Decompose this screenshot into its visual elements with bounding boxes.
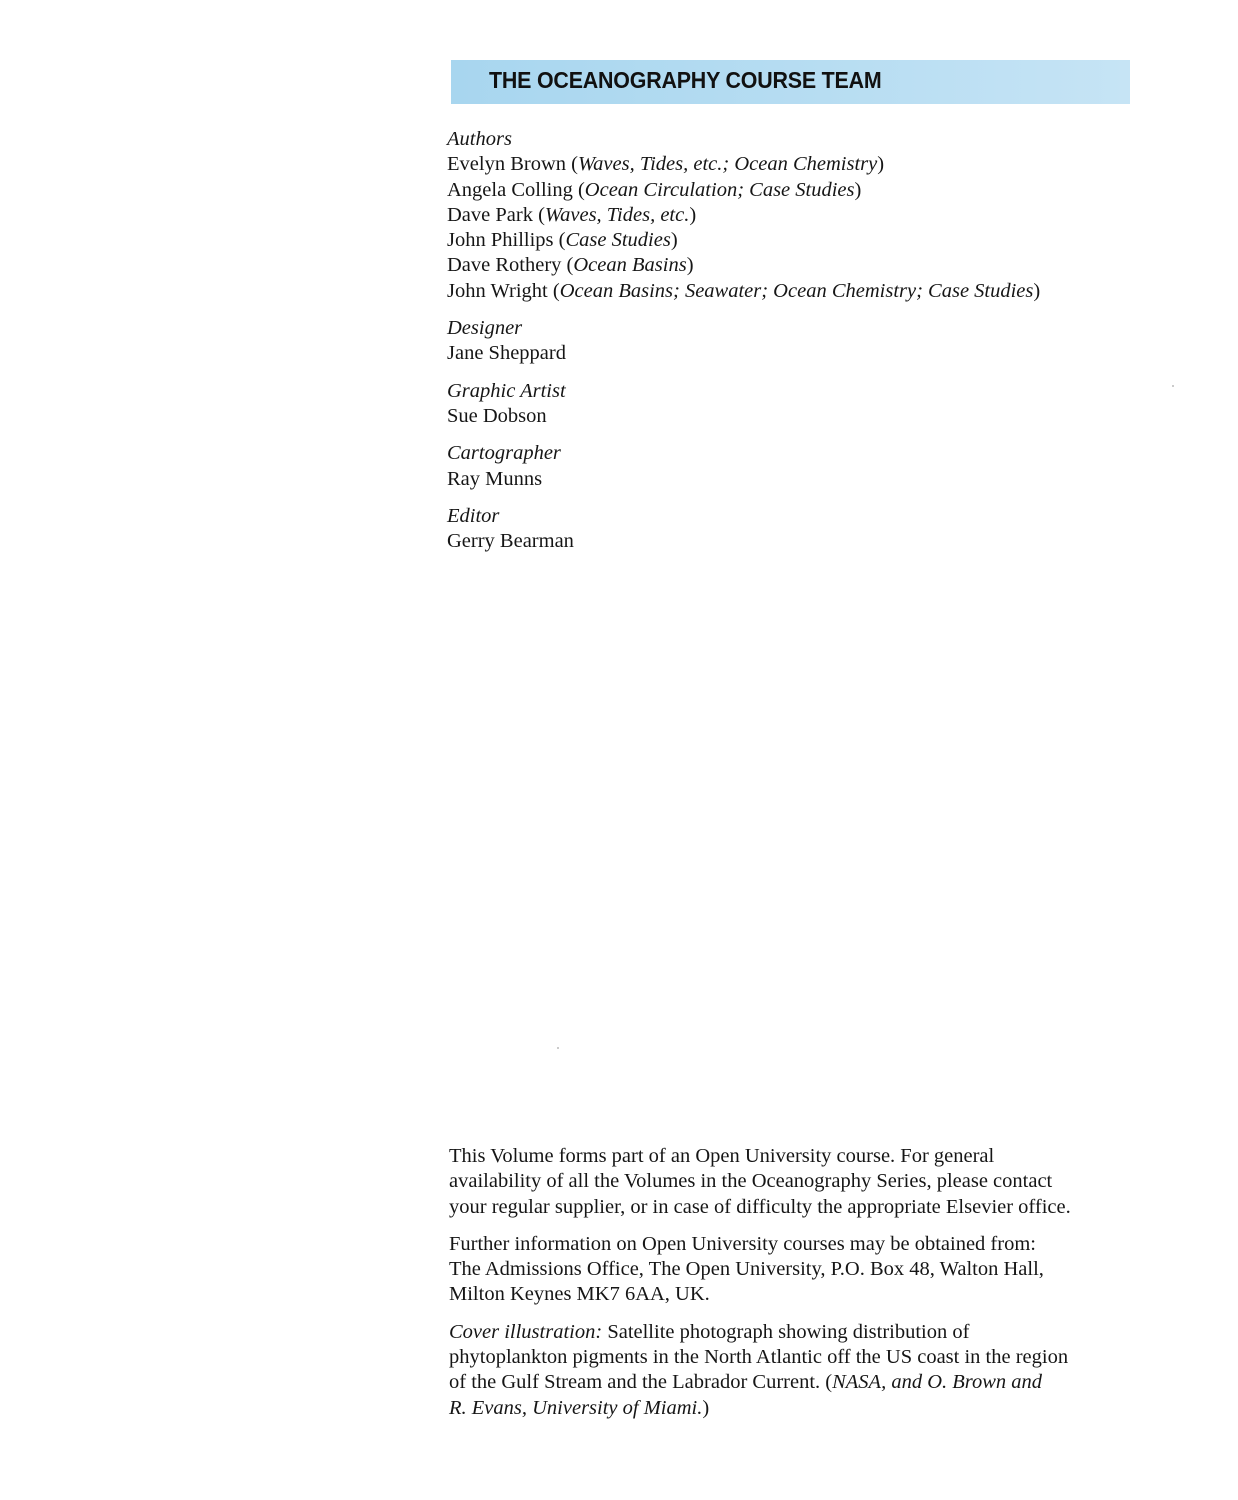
designer-section	[447, 316, 1147, 367]
further-info-line: The Admissions Office, The Open University, P.O. Box 48, Walton Hall,	[449, 1258, 1044, 1281]
cover-line: of the Gulf Stream and the Labrador Current. (NASA, and O. Brown and	[449, 1371, 1043, 1394]
further-info-line: Further information on Open University courses may be obtained from:	[449, 1232, 1036, 1255]
graphic-artist-section	[447, 379, 1147, 430]
availability-line: availability of all the Volumes in the Oceanography Series, please contact	[449, 1170, 1053, 1193]
availability-line: your regular supplier, or in case of difficulty the appropriate Elsevier office.	[449, 1195, 1071, 1218]
page-title: THE OCEANOGRAPHY COURSE TEAM	[489, 67, 882, 93]
editor-name: Gerry Bearman	[447, 530, 574, 553]
graphic-artist-name: Sue Dobson	[447, 404, 547, 427]
author-name: John Phillips	[447, 229, 554, 252]
cover-credit: R. Evans, University of Miami.	[449, 1396, 703, 1419]
publication-notes	[449, 1144, 1139, 1433]
designer-name: Jane Sheppard	[447, 342, 566, 365]
author-works: Waves, Tides, etc.; Ocean Chemistry	[577, 153, 878, 176]
author-name: John Wright	[447, 279, 548, 302]
author-entry: Angela Colling (Ocean Circulation; Case Studies)	[447, 178, 862, 201]
cover-line: R. Evans, University of Miami.)	[449, 1396, 710, 1419]
author-name: Evelyn Brown	[447, 153, 566, 176]
cover-illustration-paragraph	[449, 1320, 1139, 1421]
further-info-paragraph	[449, 1232, 1139, 1308]
graphic-artist-role-label: Graphic Artist	[447, 379, 566, 402]
author-entry: Dave Park (Waves, Tides, etc.)	[447, 203, 697, 226]
credits-list	[447, 127, 1147, 566]
author-works: Case Studies	[565, 229, 671, 252]
editor-section	[447, 504, 1147, 555]
author-entry: John Wright (Ocean Basins; Seawater; Ocean Chemistry; Case Studies)	[447, 279, 1041, 302]
author-name: Dave Rothery	[447, 254, 562, 277]
cover-credit: NASA, and O. Brown and	[832, 1371, 1043, 1394]
cartographer-name: Ray Munns	[447, 467, 543, 490]
editor-role-label: Editor	[447, 504, 500, 527]
author-name: Dave Park	[447, 203, 533, 226]
author-works: Ocean Basins	[573, 254, 687, 277]
cover-text: Satellite photograph showing distribution of	[607, 1320, 970, 1343]
cover-label: Cover illustration:	[449, 1320, 603, 1343]
author-works: Ocean Circulation; Case Studies	[584, 178, 855, 201]
author-name: Angela Colling	[447, 178, 573, 201]
author-works: Ocean Basins; Seawater; Ocean Chemistry; Case Studies	[559, 279, 1034, 302]
cover-text: of the Gulf Stream and the Labrador Current.	[449, 1371, 821, 1394]
authors-section	[447, 127, 1147, 304]
cover-line	[449, 1320, 1139, 1345]
author-works: Waves, Tides, etc.	[544, 203, 690, 226]
author-entry: Dave Rothery (Ocean Basins)	[447, 254, 694, 277]
availability-line: This Volume forms part of an Open University course. For general	[449, 1145, 995, 1167]
availability-paragraph	[449, 1144, 1139, 1220]
cover-line: phytoplankton pigments in the North Atlantic off the US coast in the region	[449, 1346, 1069, 1369]
further-info-line: Milton Keynes MK7 6AA, UK.	[449, 1283, 710, 1306]
designer-role-label: Designer	[447, 317, 523, 340]
author-entry: John Phillips (Case Studies)	[447, 229, 678, 252]
authors-role-label: Authors	[447, 128, 512, 150]
author-entry: Evelyn Brown (Waves, Tides, etc.; Ocean Chemistry)	[447, 153, 885, 176]
cartographer-role-label: Cartographer	[447, 442, 561, 465]
cartographer-section	[447, 441, 1147, 492]
scan-speck	[1172, 385, 1174, 387]
scan-speck	[557, 1047, 559, 1049]
